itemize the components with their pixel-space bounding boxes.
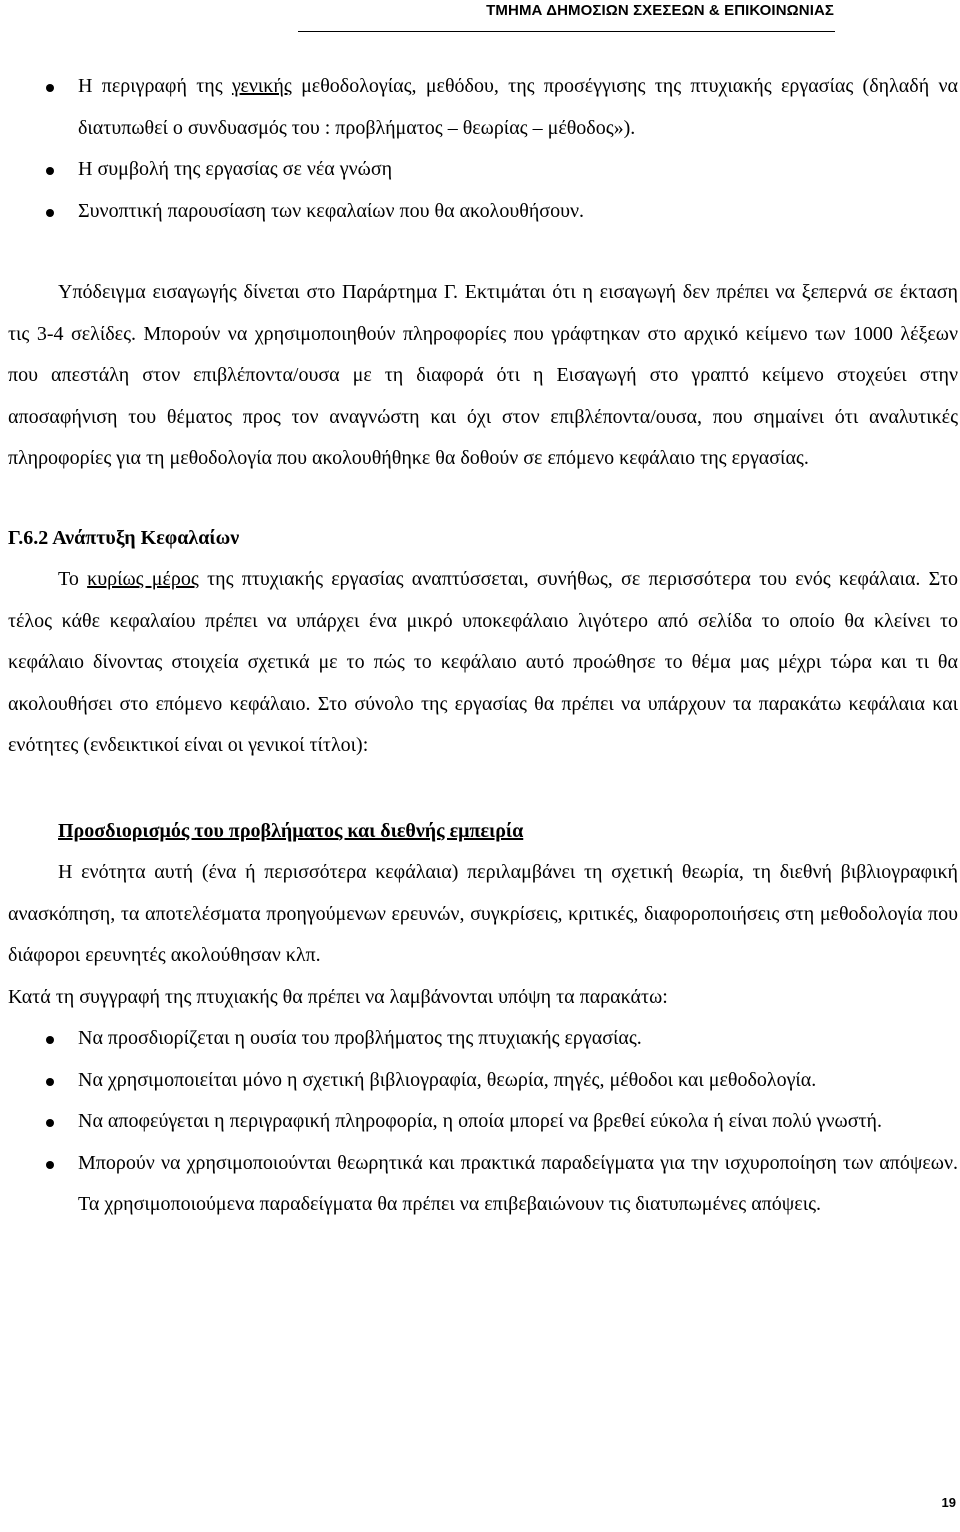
document-body [8,66,958,1226]
chapters-paragraph: Το κυρίως μέρος της πτυχιακής εργασίας αναπτύσσεται, συνήθως, σε περισσότερα του ενός κεφάλαια. Στο τέλος κάθε κεφαλαίου πρέπει να υπάρχει ένα μικρό υποκεφάλαιο λιγότερο από σελίδα το οποίο θα κλείνει το κεφάλαιο δίνοντας στοιχεία σχετικά με το πώς το κεφάλαιο αυτό προώθησε το θέμα μας μέχρι τώρα και τι θα ακολουθήσει στο επόμενο κεφάλαιο. Στο σύνολο της εργασίας θα πρέπει να υπάρχουν τα παρακάτω κεφάλαια και ενότητες (ενδεικτικοί είναι οι γενικοί τίτλοι): [8,568,959,756]
header-title: ΤΜΗΜΑ ΔΗΜΟΣΙΩΝ ΣΧΕΣΕΩΝ & ΕΠΙΚΟΙΝΩΝΙΑΣ [486,2,834,19]
bullet-icon [46,209,54,217]
bullet-icon [46,1036,54,1044]
intro-bullet-list [8,66,958,232]
list-item: Μπορούν να χρησιμοποιούνται θεωρητικά και πρακτικά παραδείγματα για την ισχυροποίηση των απόψεων. Τα χρησιμοποιούμενα παραδείγματα θα πρέπει να επιβεβαιώνουν τις διατυπωμένες απόψεις. [8,1143,958,1226]
bullet-icon [46,1119,54,1127]
list-item: Η περιγραφή της γενικής μεθοδολογίας, μεθόδου, της προσέγγισης της πτυχιακής εργασίας (δηλαδή να διατυπωθεί ο συνδυασμός του : προβλήματος – θεωρίας – μέθοδος»). [8,66,958,149]
bullet-icon [46,167,54,175]
bullet-icon [46,84,54,92]
list-item: Να προσδιορίζεται η ουσία του προβλήματος της πτυχιακής εργασίας. [8,1018,958,1060]
list-item: Να αποφεύγεται η περιγραφική πληροφορία, η οποία μπορεί να βρεθεί εύκολα ή είναι πολύ γνωστή. [8,1101,958,1143]
section-heading: Γ.6.2 Ανάπτυξη Κεφαλαίων [8,526,240,549]
header-rule [298,31,835,32]
page-number: 19 [941,1495,956,1510]
underlined-term: κυρίως μέρος [87,568,199,590]
guidelines-intro: Κατά τη συγγραφή της πτυχιακής θα πρέπει να λαμβάνονται υπόψη τα παρακάτω: [8,985,668,1008]
guidelines-bullet-list [8,1018,958,1226]
list-item: Συνοπτική παρουσίαση των κεφαλαίων που θα ακολουθήσουν. [8,191,958,233]
bullet-icon [46,1161,54,1169]
intro-paragraph: Υπόδειγμα εισαγωγής δίνεται στο Παράρτημα Γ. Εκτιμάται ότι η εισαγωγή δεν πρέπει να ξεπερνά σε έκταση τις 3-4 σελίδες. Μπορούν να χρησιμοποιηθούν πληροφορίες που γράφτηκαν στο αρχικό κείμενο των 1000 λέξεων που απεστάλη στον επιβλέποντα/ουσα με τη διαφορά ότι η Εισαγωγή στο γραπτό κείμενο στοχεύει στην αποσαφήνιση του θέματος προς τον αναγνώστη και όχι στον επιβλέποντα/ουσα, που σημαίνει ότι αναλυτικές πληροφορίες για τη μεθοδολογία που ακολουθήθηκε θα δοθούν σε επόμενο κεφάλαιο της εργασίας. [8,281,958,469]
bullet-icon [46,1078,54,1086]
subsection-heading: Προσδιορισμός του προβλήματος και διεθνής εμπειρία [58,819,524,842]
underlined-term: γενικής [231,75,292,97]
list-item: Να χρησιμοποιείται μόνο η σχετική βιβλιογραφία, θεωρία, πηγές, μέθοδοι και μεθοδολογία. [8,1060,958,1102]
list-item: Η συμβολή της εργασίας σε νέα γνώση [8,149,958,191]
page-header [0,0,960,34]
theory-paragraph: Η ενότητα αυτή (ένα ή περισσότερα κεφάλαια) περιλαμβάνει τη σχετική θεωρία, τη διεθνή βιβλιογραφική ανασκόπηση, τα αποτελέσματα προηγούμενων ερευνών, συγκρίσεις, κριτικές, διαφοροποιήσεις στη μεθοδολογία που διάφοροι ερευνητές ακολούθησαν κλπ. [8,861,958,966]
